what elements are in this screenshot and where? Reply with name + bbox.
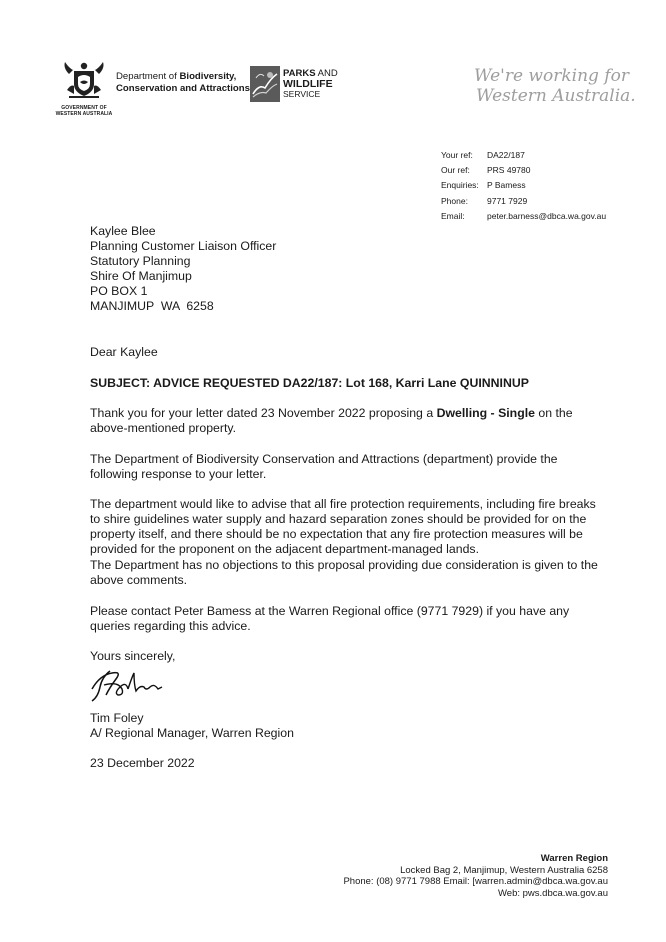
footer-address	[343, 853, 608, 899]
ref-label: Phone:	[441, 195, 468, 206]
address-line: MANJIMUP WA 6258	[90, 299, 214, 313]
recipient-address	[90, 224, 276, 314]
address-line: Kaylee Blee	[90, 224, 156, 238]
crest-icon	[59, 60, 109, 100]
p3-text: The department would like to advise that all fire protection requirements, including fire breaks to shire guidelines water supply and hazard separation zones should be provided for on the property itself, and there should be no expectation that any fire protection measures will be provided for the proponent on the adjacent department-managed lands.	[90, 497, 596, 556]
dept-line1-bold: Biodiversity,	[179, 71, 237, 82]
ref-row-enquiries	[441, 180, 606, 195]
parks-and-word: AND	[315, 68, 338, 79]
reference-block	[441, 150, 606, 226]
address-line: Planning Customer Liaison Officer	[90, 239, 277, 253]
tagline-line1: We're working for	[474, 66, 629, 86]
ref-value: 9771 7929	[487, 195, 528, 206]
subject-line: SUBJECT: ADVICE REQUESTED DA22/187: Lot 168, Karri Lane QUINNINUP	[90, 376, 529, 390]
ref-value: DA22/187	[487, 150, 525, 160]
ref-label: Enquiries:	[441, 180, 479, 191]
paragraph-5	[90, 604, 602, 634]
dept-line2: Conservation and Attractions	[116, 83, 250, 94]
p1-before: Thank you for your letter dated 23 November 2022 proposing a	[90, 406, 437, 420]
p2-text: The Department of Biodiversity Conservation and Attractions (department) provide the following response to your letter.	[90, 452, 558, 481]
crest-caption-government-of: GOVERNMENT OF	[61, 105, 107, 111]
dept-line1-prefix: Department of	[116, 71, 180, 82]
ref-row-your-ref	[441, 150, 606, 165]
parks-wildlife-logo	[250, 66, 280, 107]
paragraph-4	[90, 558, 602, 588]
wildlife-word: WILDLIFE	[283, 78, 333, 90]
paragraph-1	[90, 406, 602, 436]
department-name	[116, 71, 250, 95]
parks-emblem-icon	[250, 66, 280, 102]
ref-label: Your ref:	[441, 150, 473, 160]
paragraph-2	[90, 452, 602, 482]
p5-text: Please contact Peter Bamess at the Warren Regional office (9771 7929) if you have any queries regarding this advice.	[90, 604, 570, 633]
handwritten-signature	[88, 667, 168, 710]
ref-row-email	[441, 211, 606, 226]
footer-contact: Phone: (08) 9771 7988 Email: [warren.admin@dbca.wa.gov.au	[343, 876, 608, 887]
footer-region: Warren Region	[540, 853, 608, 864]
ref-value: PRS 49780	[487, 165, 531, 176]
ref-value: P Bamess	[487, 180, 526, 191]
signer-name: Tim Foley	[90, 711, 144, 725]
footer-postal: Locked Bag 2, Manjimup, Western Australia 6258	[400, 864, 608, 876]
address-line: PO BOX 1	[90, 284, 148, 298]
p4-text: The Department has no objections to this proposal providing due consideration is given to the above comments.	[90, 558, 598, 587]
ref-label: Email:	[441, 210, 465, 221]
wa-government-crest	[55, 60, 113, 117]
p1-after: on the above-mentioned property.	[90, 406, 573, 435]
ref-row-our-ref	[441, 165, 606, 180]
crest-caption-western-australia: WESTERN AUSTRALIA	[55, 111, 113, 117]
ref-label: Our ref:	[441, 165, 470, 176]
ref-value: peter.barness@dbca.wa.gov.au	[487, 210, 607, 221]
closing: Yours sincerely,	[90, 649, 176, 663]
service-word: SERVICE	[283, 89, 321, 99]
parks-wildlife-wordmark	[283, 69, 338, 99]
address-line: Statutory Planning	[90, 254, 191, 268]
ref-row-phone	[441, 196, 606, 211]
salutation: Dear Kaylee	[90, 345, 158, 359]
signer-title: A/ Regional Manager, Warren Region	[90, 726, 294, 740]
tagline	[474, 66, 636, 106]
paragraph-3	[90, 497, 602, 557]
tagline-line2: Western Australia.	[476, 86, 636, 106]
address-line: Shire Of Manjimup	[90, 269, 192, 283]
signature-icon	[88, 667, 168, 705]
p1-bold: Dwelling - Single	[436, 406, 535, 420]
letter-date: 23 December 2022	[90, 756, 195, 770]
footer-web: Web: pws.dbca.wa.gov.au	[497, 887, 608, 899]
parks-word: PARKS	[283, 68, 316, 79]
